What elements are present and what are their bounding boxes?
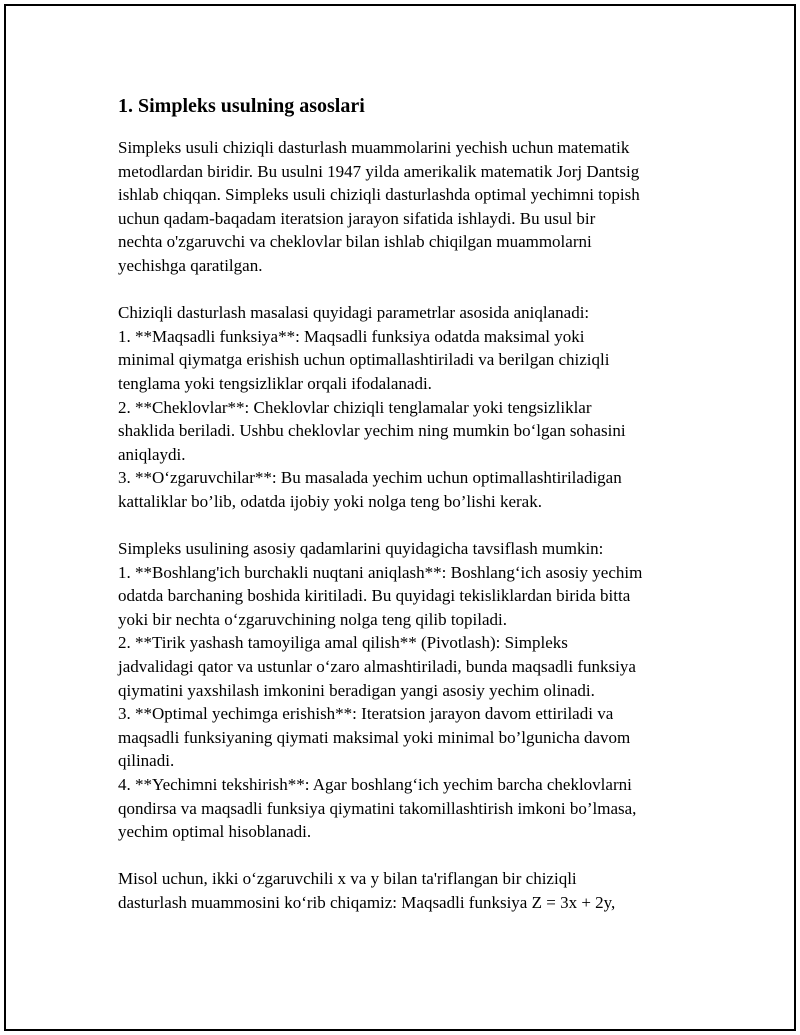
text-line: jadvalidagi qator va ustunlar o‘zaro almashtiriladi, bunda maqsadli funksiya	[118, 657, 636, 677]
list-item-line: 3. **O‘zgaruvchilar**: Bu masalada yechim uchun optimallashtiriladigan	[118, 468, 622, 488]
text-line: Simpleks usulining asosiy qadamlarini quyidagicha tavsiflash mumkin:	[118, 539, 604, 559]
text-line: yechishga qaratilgan.	[118, 255, 263, 275]
list-item-line: 3. **Optimal yechimga erishish**: Iteratsion jarayon davom ettiriladi va	[118, 704, 614, 724]
document-body	[118, 92, 698, 915]
paragraph-intro	[118, 136, 698, 278]
list-item-line: 1. **Boshlang'ich burchakli nuqtani aniqlash**: Boshlang‘ich asosiy yechim	[118, 562, 643, 582]
text-line: metodlardan biridir. Bu usulni 1947 yilda amerikalik matematik Jorj Dantsig	[118, 161, 640, 181]
text-line: uchun qadam-baqadam iteratsion jarayon sifatida ishlaydi. Bu usul bir	[118, 208, 596, 228]
paragraph-steps	[118, 537, 698, 844]
text-line: qilinadi.	[118, 751, 175, 771]
text-line: tenglama yoki tengsizliklar orqali ifodalanadi.	[118, 373, 432, 393]
text-line: qondirsa va maqsadli funksiya qiymatini takomillashtirish imkoni bo’lmasa,	[118, 798, 637, 818]
text-line: maqsadli funksiyaning qiymati maksimal yoki minimal bo’lgunicha davom	[118, 727, 631, 747]
text-line: minimal qiymatga erishish uchun optimallashtiriladi va berilgan chiziqli	[118, 350, 610, 370]
list-item-line: 1. **Maqsadli funksiya**: Maqsadli funksiya odatda maksimal yoki	[118, 326, 585, 346]
text-line: nechta o'zgaruvchi va cheklovlar bilan ishlab chiqilgan muammolarni	[118, 232, 592, 252]
paragraph-spacer	[118, 844, 698, 868]
list-item-line: 2. **Tirik yashash tamoyiliga amal qilish** (Pivotlash): Simpleks	[118, 633, 568, 653]
list-item-line: 2. **Cheklovlar**: Cheklovlar chiziqli tenglamalar yoki tengsizliklar	[118, 397, 592, 417]
paragraph-parameters	[118, 301, 698, 513]
text-line: aniqlaydi.	[118, 444, 186, 464]
text-line: odatda barchaning boshida kiritiladi. Bu quyidagi tekisliklardan birida bitta	[118, 586, 631, 606]
text-line: qiymatini yaxshilash imkonini beradigan yangi asosiy yechim olinadi.	[118, 680, 595, 700]
text-line: yoki bir nechta o‘zgaruvchining nolga teng qilib topiladi.	[118, 609, 508, 629]
text-line: kattaliklar bo’lib, odatda ijobiy yoki nolga teng bo’lishi kerak.	[118, 491, 542, 511]
text-line: dasturlash muammosini ko‘rib chiqamiz: Maqsadli funksiya Z = 3x + 2y,	[118, 893, 616, 912]
paragraph-example	[118, 867, 698, 914]
text-line: yechim optimal hisoblanadi.	[118, 822, 312, 842]
paragraph-spacer	[118, 278, 698, 302]
text-line: Chiziqli dasturlash masalasi quyidagi parametrlar asosida aniqlanadi:	[118, 303, 590, 323]
paragraph-spacer	[118, 514, 698, 538]
text-line: Misol uchun, ikki o‘zgaruvchili x va y bilan ta'riflangan bir chiziqli	[118, 869, 577, 889]
text-line: shaklida beriladi. Ushbu cheklovlar yechim ning mumkin bo‘lgan sohasini	[118, 421, 626, 441]
section-heading: 1. Simpleks usulning asoslari	[118, 95, 365, 117]
text-line: Simpleks usuli chiziqli dasturlash muammolarini yechish uchun matematik	[118, 138, 630, 157]
list-item-line: 4. **Yechimni tekshirish**: Agar boshlang‘ich yechim barcha cheklovlarni	[118, 775, 632, 795]
text-line: ishlab chiqqan. Simpleks usuli chiziqli dasturlashda optimal yechimni topish	[118, 185, 640, 205]
